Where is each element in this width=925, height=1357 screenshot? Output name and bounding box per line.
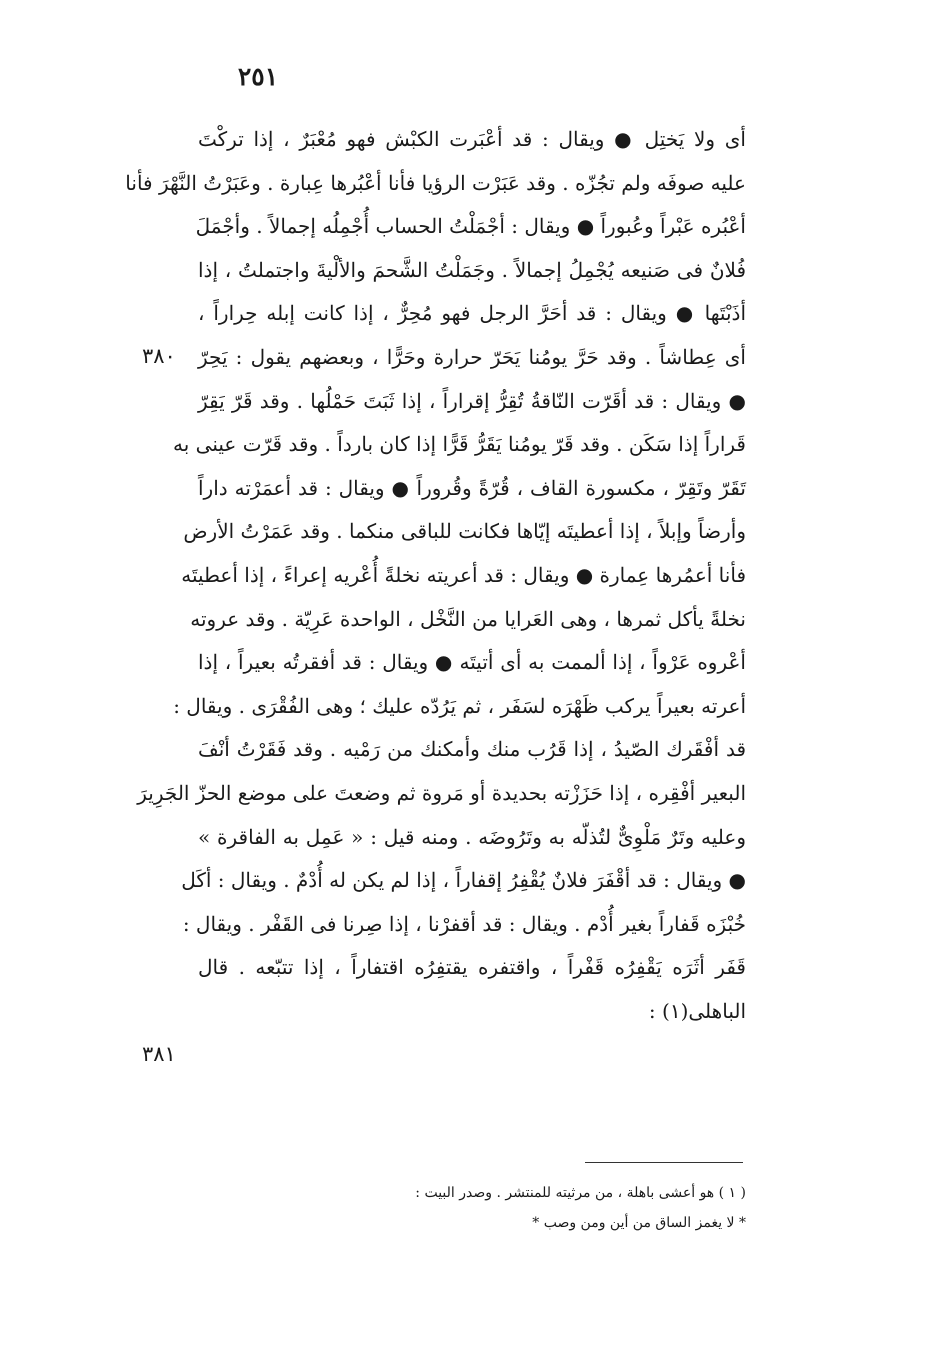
footnote-line: * لا يغمز الساق من أين ومن وصب * bbox=[532, 1215, 746, 1231]
text-line: أعرته بعيراً يركب ظَهْرَه لسَفَر ، ثم يَرُدّه عليك ؛ وهى الفُقْرَى . ويقال : bbox=[173, 693, 746, 718]
text-line: تَقَرّ وتَقِرّ ، مكسورة القاف ، قُرّةً وقُروراً ● ويقال : قد أعمَرْته داراً bbox=[198, 475, 746, 500]
footnote-line: ( ١ ) هو أعشى باهلة ، من مرثيته للمنتشر . وصدر البيت : bbox=[415, 1185, 746, 1201]
text-line: أذَبْتَها ● ويقال : قد أحَرَّ الرجل فهو مُحِرٌّ ، إذا كانت إبله حِراراً ، bbox=[198, 301, 746, 326]
text-line: أعْروه عَرْواً ، إذا ألممت به أى أتيتَه ● ويقال : قد أفقرتُه بعيراً ، إذا bbox=[198, 650, 746, 675]
text-line: قد أفْقَرك الصّيدُ ، إذا قَرُب منك وأمكنك من رَمْيه . وقد فَقَرْتُ أنْفَ bbox=[198, 737, 746, 762]
text-line: عليه صوفَه ولم تجُزّه . وقد عَبَرْت الرؤيا فأنا أعْبُرها عِبارة . وعَبَرْتُ النَّهْرَ فأنا bbox=[125, 170, 746, 195]
footnotes bbox=[300, 1178, 746, 1238]
margin-number: ٣٨٠ bbox=[142, 344, 176, 368]
text-line: وأرضاً وإبلاً ، إذا أعطيتَه إيّاها فكانت للباقى منكما . وقد عَمَرْتُ الأرض bbox=[183, 519, 746, 544]
text-line: ● ويقال : قد أقْفَرَ فلانٌ يُقْفِرُ إقفاراً ، إذا لم يكن له أُدْمٌ . ويقال : أكَل bbox=[181, 868, 746, 893]
text-line: أعْبُره عَبْراً وعُبوراً ● ويقال : أجْمَلْتُ الحساب أُجْمِلُه إجمالاً . وأجْمَلَ bbox=[195, 214, 746, 239]
text-line: نخلةً يأكل ثمرها ، وهى العَرايا من النَّخْل ، الواحدة عَرِيّة . وقد عروته bbox=[190, 606, 746, 631]
text-line: فُلانٌ فى صَنيعه يُجْمِلُ إجمالاً . وجَمَلْتُ الشَّحمَ والألْيةَ واجتملتُ ، إذا bbox=[198, 257, 746, 282]
text-line: خُبْزَه قَفاراً بغير أُدْم . ويقال : قد أقفرْنا ، إذا صِرنا فى القَفْر . ويقال : bbox=[182, 911, 746, 936]
footnote-divider bbox=[585, 1162, 743, 1163]
text-line: قَراراً إذا سَكَن . وقد قَرّ يومُنا يَقَرُّ قَرًّا إذا كان بارداً . وقد قَرّت عينى به bbox=[173, 432, 746, 457]
text-line: البعير أفْقِره ، إذا حَزَزْته بحديدة أو مَروة ثم وضعتَ على موضع الحزّ الجَرِيرَ bbox=[137, 780, 746, 805]
text-line: قَفَر أثَرَه يَقْفِرُه قَفْراً ، واقتفره يقتفِرُه اقتفاراً ، إذا تتبّعه . قال bbox=[198, 955, 746, 980]
text-line: أى ولا يَختِل ● ويقال : قد أعْبَرت الكبْش فهو مُعْبَرٌ ، إذا تركْتَ bbox=[198, 127, 746, 151]
text-line: وعليه وتَرٌ مَلْوِىٌّ لتُذلّه به وتَرُوضَه . ومنه قيل : « عَمِل به الفاقرة » bbox=[198, 824, 746, 849]
text-line: ● ويقال : قد أقَرّت النّاقةُ تُقِرُّ إقراراً ، إذا ثَبَتَ حَمْلُها . وقد قَرّ يَقِرّ bbox=[198, 388, 746, 413]
text-line: الباهلى(١) : bbox=[648, 998, 746, 1023]
text-line: فأنا أعمُرها عِمارة ● ويقال : قد أعريته نخلةً أُعْريه إعراءً ، إذا أعطيتَه bbox=[181, 562, 746, 587]
text-line: أى عِطاشاً . وقد حَرَّ يومُنا يَحَرّ حرارة وحَرًّا ، وبعضهم يقول : يَحِرّ bbox=[198, 344, 746, 369]
margin-number: ٣٨١ bbox=[142, 1041, 176, 1066]
page-number: ٢٥١ bbox=[237, 62, 279, 91]
